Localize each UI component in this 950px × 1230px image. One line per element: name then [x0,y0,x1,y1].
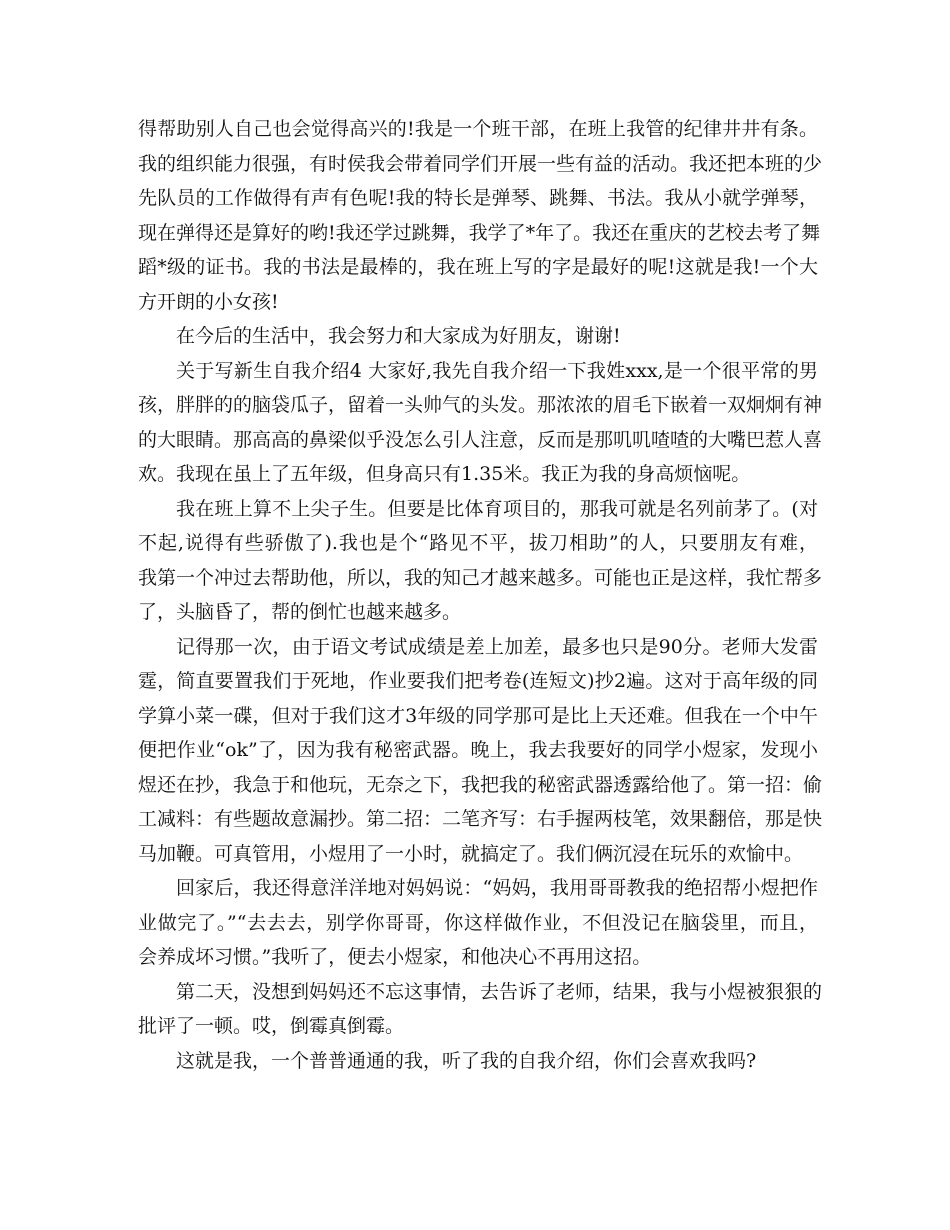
text-line: 马加鞭。可真管用，小煜用了一小时，就搞定了。我们俩沉浸在玩乐的欢愉中。 [138,842,804,865]
paragraph-6 [138,871,818,975]
text-line: 在今后的生活中，我会努力和大家成为好朋友，谢谢! [176,325,621,347]
text-line: 欢。我现在虽上了五年级，但身高只有1.35米。我正为我的身高烦恼呢。 [138,463,751,485]
text-line: 批评了一顿。哎，倒霉真倒霉。 [138,1015,405,1037]
paragraph-4 [138,492,823,630]
document-page [138,112,823,1078]
text-line: 我在班上算不上尖子生。但要是比体育项目的，那我可就是名列前茅了。(对 [176,497,818,520]
text-line: 回家后，我还得意洋洋地对妈妈说：“妈妈，我用哥哥教我的绝招帮小煜把作 [176,877,818,899]
paragraph-7 [138,975,823,1044]
text-line: 了，头脑昏了，帮的倒忙也越来越多。 [138,601,462,623]
paragraph-2 [138,319,818,354]
text-line: 煜还在抄，我急于和他玩，无奈之下，我把我的秘密武器透露给他了。第一招：偷 [138,773,823,796]
paragraph-8 [138,1044,818,1079]
text-line: 现在弹得还是算好的哟!我还学过跳舞，我学了*年了。我还在重庆的艺校去考了舞 [138,221,821,244]
text-line: 方开朗的小女孩! [138,290,279,313]
text-line: 便把作业“ok”了，因为我有秘密武器。晚上，我去我要好的同学小煜家，发现小 [138,739,818,761]
text-line: 第二天，没想到妈妈还不忘这事情，去告诉了老师，结果，我与小煜被狠狠的 [176,980,823,1003]
text-line: 学算小菜一碟，但对于我们这才3年级的同学那可是比上天还难。但我在一个中午 [138,704,818,727]
text-line: 得帮助别人自己也会觉得高兴的!我是一个班干部，在班上我管的纪律井井有条。 [138,118,818,140]
text-line: 不起,说得有些骄傲了).我也是个“路见不平，拔刀相助”的人，只要朋友有难， [138,532,818,554]
paragraph-5 [138,630,823,872]
text-line: 我的组织能力很强，有时侯我会带着同学们开展一些有益的活动。我还把本班的少 [138,152,823,175]
paragraph-1 [138,112,823,319]
paragraph-3 [138,354,823,492]
text-line: 的大眼睛。那高高的鼻梁似乎没怎么引人注意，反而是那叽叽喳喳的大嘴巴惹人喜 [138,428,823,451]
text-line: 记得那一次，由于语文考试成绩是差上加差，最多也只是90分。老师大发雷 [176,635,818,658]
text-line: 工减料：有些题故意漏抄。第二招：二笔齐写：右手握两枝笔，效果翻倍，那是快 [138,808,823,830]
text-line: 霆，简直要置我们于死地，作业要我们把考卷(连短文)抄2遍。这对于高年级的同 [138,670,818,692]
text-line: 我第一个冲过去帮助他，所以，我的知己才越来越多。可能也正是这样，我忙帮多 [138,566,823,589]
text-line: 会养成坏习惯。”我听了，便去小煜家，和他决心不再用这招。 [138,946,652,968]
text-line: 蹈*级的证书。我的书法是最棒的，我在班上写的字是最好的呢!这就是我!一个大 [138,256,818,278]
text-line: 关于写新生自我介绍4 大家好,我先自我介绍一下我姓xxx,是一个很平常的男 [176,359,818,382]
text-line: 业做完了。”“去去去，别学你哥哥，你这样做作业，不但没记在脑袋里，而且， [138,911,818,934]
text-line: 这就是我，一个普普通通的我，听了我的自我介绍，你们会喜欢我吗? [176,1049,757,1072]
text-line: 孩，胖胖的的脑袋瓜子，留着一头帅气的头发。那浓浓的眉毛下嵌着一双炯炯有神 [138,394,823,416]
text-line: 先队员的工作做得有声有色呢!我的特长是弹琴、跳舞、书法。我从小就学弹琴， [138,187,818,209]
